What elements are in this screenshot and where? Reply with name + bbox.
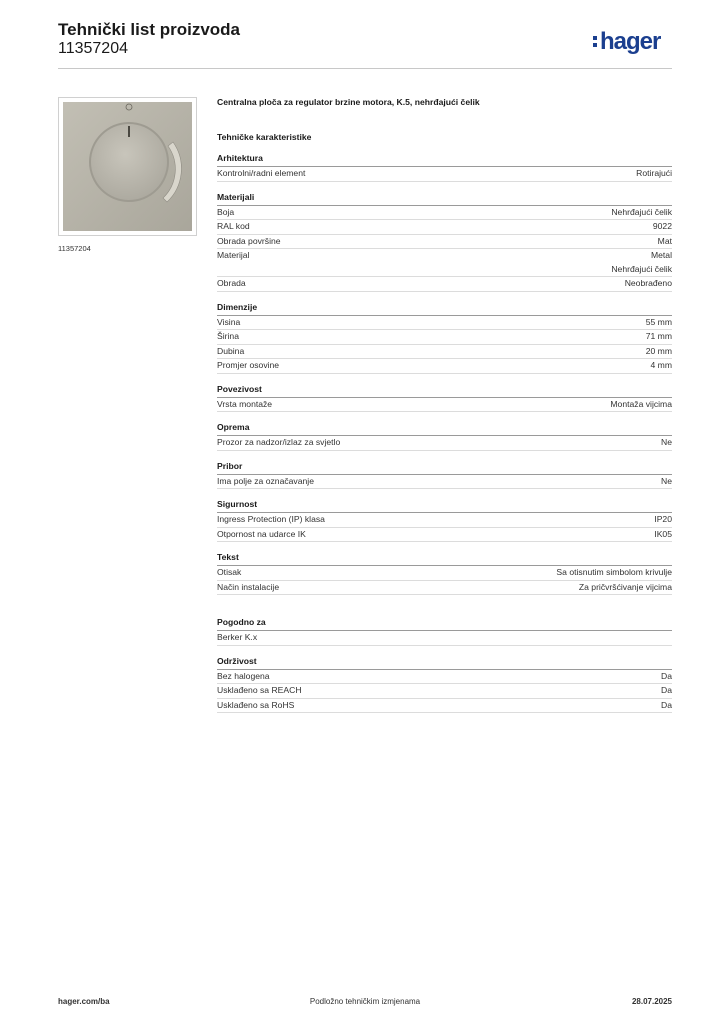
spec-value (646, 316, 672, 330)
spec-label: Obrada (217, 278, 246, 288)
spec-value (651, 359, 672, 373)
spec-row (217, 206, 672, 221)
spec-label: Prozor za nadzor/izlaz za svjetlo (217, 437, 341, 447)
group-title: Dimenzije (217, 301, 672, 316)
spec-row (217, 316, 672, 331)
spec-value (661, 684, 672, 698)
logo-text: hager (600, 28, 661, 55)
spec-row (217, 475, 672, 490)
spec-row (217, 513, 672, 528)
spec-label: Berker K.x (217, 632, 258, 642)
section-heading: Tehničke karakteristike (217, 132, 312, 142)
rotary-dimmer-plate-image (59, 98, 196, 235)
spec-row (217, 235, 672, 250)
spec-label: Kontrolni/radni element (217, 168, 306, 178)
group-title: Pribor (217, 460, 672, 475)
spec-value-line: 55 mm (645, 316, 672, 327)
footer-website: hager.com/ba (58, 997, 110, 1006)
spec-group (217, 383, 672, 413)
spec-value (654, 513, 672, 527)
spec-label: Bez halogena (217, 670, 270, 681)
spec-value-line: 9022 (652, 221, 672, 231)
spec-group (217, 498, 672, 542)
spec-value-line: Neobrađeno (624, 278, 672, 288)
spec-value-line: Da (661, 685, 672, 695)
product-number: 11357204 (58, 40, 128, 57)
spec-value-line: Metal (650, 250, 672, 260)
footer-note: Podložno tehničkim izmjenama (309, 997, 421, 1006)
spec-label: Otisak (217, 567, 242, 577)
spec-value-line: Za pričvršćivanje vijcima (578, 581, 672, 592)
spec-value (661, 670, 672, 684)
spec-row (217, 670, 672, 685)
spec-value (625, 277, 672, 291)
spec-value-line: IK05 (654, 528, 672, 539)
spec-group (217, 191, 672, 292)
spec-label: Usklađeno sa RoHS (217, 699, 295, 710)
spec-group (217, 152, 672, 182)
header (58, 20, 240, 58)
spec-group (217, 421, 672, 451)
spec-label: Otpornost na udarce IK (217, 528, 306, 539)
footer-date: 28.07.2025 (631, 997, 672, 1006)
group-title: Materijali (217, 191, 672, 206)
spec-row (217, 566, 672, 581)
spec-group (217, 655, 672, 714)
group-title: Povezivost (217, 383, 672, 398)
spec-row (217, 220, 672, 235)
product-image (58, 97, 197, 236)
spec-label: Usklađeno sa REACH (217, 685, 302, 695)
spec-value-line: Da (661, 670, 672, 681)
spec-row (217, 277, 672, 292)
spec-row (217, 330, 672, 345)
spec-value-line: Nehrđajući čelik (611, 206, 672, 217)
spec-row (217, 528, 672, 543)
image-caption: 11357204 (58, 244, 91, 253)
group-title: Pogodno za (217, 616, 672, 631)
spec-value (646, 330, 672, 344)
spec-label: Visina (217, 316, 241, 327)
spec-label: RAL kod (217, 221, 250, 231)
spec-value-line: Rotirajući (636, 168, 672, 178)
spec-value-line: Da (661, 699, 672, 710)
spec-row (217, 167, 672, 182)
spec-label: Vrsta montaže (217, 398, 273, 409)
group-title: Održivost (217, 655, 672, 670)
spec-value-line: 4 mm (650, 360, 672, 370)
hager-logo (592, 26, 676, 58)
spec-value (661, 436, 672, 450)
group-title: Sigurnost (217, 498, 672, 513)
spec-value (611, 206, 672, 220)
header-divider (58, 68, 672, 69)
group-title: Arhitektura (217, 152, 672, 167)
group-title: Oprema (217, 421, 672, 436)
spec-group (217, 616, 672, 646)
spec-value (653, 220, 672, 234)
spec-groups (217, 152, 672, 713)
spec-value (556, 566, 672, 580)
spec-value (654, 528, 672, 542)
spec-label: Dubina (217, 345, 245, 356)
spec-value-line: Ne (661, 437, 672, 447)
spec-row (217, 398, 672, 413)
spec-label: Promjer osovine (217, 360, 280, 370)
spec-value (661, 699, 672, 713)
spec-label: Širina (217, 331, 239, 341)
spec-value-line: Nehrđajući čelik (611, 263, 672, 274)
spec-row (217, 581, 672, 596)
spec-value (658, 235, 672, 249)
spec-label: Ingress Protection (IP) klasa (217, 514, 325, 524)
spec-value-line: Sa otisnutim simbolom krivulje (556, 567, 672, 577)
spec-value-line: IP20 (654, 514, 672, 524)
spec-value (661, 475, 672, 489)
spec-group (217, 460, 672, 490)
spec-value (611, 249, 672, 276)
spec-value-line: Montaža vijcima (610, 398, 672, 409)
spec-row (217, 249, 672, 277)
spec-row (217, 436, 672, 451)
group-title: Tekst (217, 551, 672, 566)
product-description: Centralna ploča za regulator brzine motora, K.5, nehrđajući čelik (217, 97, 480, 107)
spec-value (636, 167, 672, 181)
spec-label: Materijal (217, 250, 250, 260)
spec-value-line: Ne (661, 475, 672, 486)
spec-value (646, 345, 672, 359)
spec-row (217, 699, 672, 714)
spec-row (217, 684, 672, 699)
spec-label: Način instalacije (217, 581, 280, 592)
spec-label: Boja (217, 206, 235, 217)
spec-row (217, 359, 672, 374)
spec-content (217, 96, 672, 713)
spec-label: Obrada površine (217, 235, 281, 246)
spec-value-line: Mat (657, 235, 672, 246)
page-title: Tehnički list proizvoda (58, 20, 240, 39)
spec-row (217, 345, 672, 360)
spec-label: Ima polje za označavanje (217, 475, 314, 486)
spec-value-line: 20 mm (645, 345, 672, 356)
spec-value (579, 581, 672, 595)
spec-row (217, 631, 672, 646)
spec-value-line: 71 mm (645, 331, 672, 341)
spec-value (610, 398, 672, 412)
spec-group (217, 551, 672, 595)
spec-group (217, 301, 672, 374)
